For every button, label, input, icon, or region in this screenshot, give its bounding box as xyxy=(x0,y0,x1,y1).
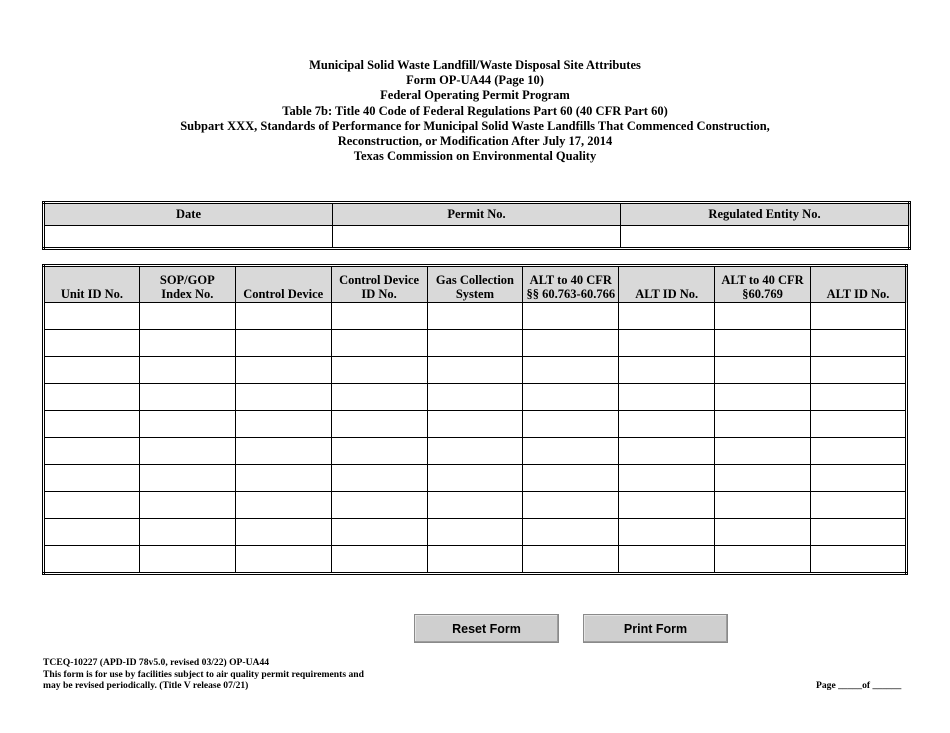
unit-id-no-header xyxy=(44,266,140,303)
sop-gop-index-no-cell[interactable] xyxy=(139,330,235,357)
reset-form-button[interactable]: Reset Form xyxy=(414,614,559,643)
table-row xyxy=(44,330,907,357)
sop-gop-index-no-cell[interactable] xyxy=(139,492,235,519)
unit-id-no-cell[interactable] xyxy=(44,384,140,411)
alt-40cfr-60769-cell[interactable] xyxy=(715,330,811,357)
control-device-id-no-cell[interactable] xyxy=(331,546,427,574)
control-device-cell[interactable] xyxy=(235,411,331,438)
alt-40cfr-60769-cell[interactable] xyxy=(715,519,811,546)
alt-id-no-1-cell[interactable] xyxy=(619,330,715,357)
control-device-cell[interactable] xyxy=(235,519,331,546)
sop-gop-index-no-header xyxy=(139,266,235,303)
gas-collection-system-cell[interactable] xyxy=(427,411,523,438)
control-device-cell[interactable] xyxy=(235,438,331,465)
alt-id-no-1-cell[interactable] xyxy=(619,357,715,384)
alt-40cfr-60769-cell[interactable] xyxy=(715,465,811,492)
alt-id-no-1-cell[interactable] xyxy=(619,519,715,546)
header-info-table xyxy=(42,201,911,250)
permit-no-field[interactable] xyxy=(333,226,621,249)
control-device-cell[interactable] xyxy=(235,330,331,357)
gas-collection-system-cell[interactable] xyxy=(427,546,523,574)
header-text-line: ALT ID No. xyxy=(635,287,699,301)
title-line: Subpart XXX, Standards of Performance for Municipal Solid Waste Landfills That Commenced Construction, xyxy=(180,118,770,133)
control-device-id-no-cell[interactable] xyxy=(331,303,427,330)
alt-id-no-2-cell[interactable] xyxy=(811,384,907,411)
date-header: Date xyxy=(44,203,333,226)
header-text-line: ID No. xyxy=(361,287,397,301)
unit-id-no-cell[interactable] xyxy=(44,519,140,546)
alt-id-no-1-cell[interactable] xyxy=(619,465,715,492)
control-device-cell[interactable] xyxy=(235,492,331,519)
alt-id-no-1-cell[interactable] xyxy=(619,492,715,519)
header-text-line: System xyxy=(455,287,495,301)
header-text-line: Index No. xyxy=(161,287,214,301)
unit-id-no-cell[interactable] xyxy=(44,492,140,519)
footer-line: may be revised periodically. (Title V release 07/21) xyxy=(43,680,249,691)
alt-id-no-1-cell[interactable] xyxy=(619,411,715,438)
control-device-id-no-cell[interactable] xyxy=(331,519,427,546)
sop-gop-index-no-cell[interactable] xyxy=(139,384,235,411)
alt-40cfr-60769-cell[interactable] xyxy=(715,303,811,330)
header-text-line: Control Device xyxy=(339,273,420,287)
alt-id-no-1-cell[interactable] xyxy=(619,303,715,330)
table-row xyxy=(44,438,907,465)
footer-line: This form is for use by facilities subject to air quality permit requirements and xyxy=(43,668,364,680)
control-device-id-no-cell[interactable] xyxy=(331,357,427,384)
sop-gop-index-no-cell[interactable] xyxy=(139,519,235,546)
gas-collection-system-cell[interactable] xyxy=(427,438,523,465)
alt-id-no-2-cell[interactable] xyxy=(811,357,907,384)
unit-id-no-cell[interactable] xyxy=(44,546,140,574)
unit-id-no-cell[interactable] xyxy=(44,357,140,384)
table-header-row xyxy=(44,266,907,303)
title-line: Form OP-UA44 (Page 10) xyxy=(406,73,544,88)
alt-40cfr-60769-header xyxy=(715,266,811,303)
header-text-line: ALT to 40 CFR xyxy=(721,273,804,287)
form-footer xyxy=(43,657,364,692)
alt-40cfr-60763-60766-cell[interactable] xyxy=(523,411,619,438)
page-number: Page _____of ______ xyxy=(816,680,902,691)
table-row xyxy=(44,519,907,546)
control-device-cell[interactable] xyxy=(235,546,331,574)
title-line: Municipal Solid Waste Landfill/Waste Disposal Site Attributes xyxy=(309,58,641,72)
control-device-id-no-header xyxy=(331,266,427,303)
header-text-line: Control Device xyxy=(243,287,324,301)
header-text-line: ALT ID No. xyxy=(826,287,890,301)
header-text-line: Unit ID No. xyxy=(60,287,124,301)
header-text-line: SOP/GOP xyxy=(159,273,215,287)
title-line: Texas Commission on Environmental Quality xyxy=(353,149,597,164)
control-device-id-no-cell[interactable] xyxy=(331,492,427,519)
header-text-line: §§ 60.763-60.766 xyxy=(526,287,616,301)
gas-collection-system-cell[interactable] xyxy=(427,492,523,519)
gas-collection-system-cell[interactable] xyxy=(427,357,523,384)
control-device-header xyxy=(235,266,331,303)
control-device-cell[interactable] xyxy=(235,384,331,411)
print-form-button[interactable]: Print Form xyxy=(583,614,728,643)
alt-id-no-2-cell[interactable] xyxy=(811,330,907,357)
alt-40cfr-60769-cell[interactable] xyxy=(715,357,811,384)
gas-collection-system-header xyxy=(427,266,523,303)
alt-id-no-2-cell[interactable] xyxy=(811,492,907,519)
control-device-cell[interactable] xyxy=(235,465,331,492)
table-row xyxy=(44,303,907,330)
permit-no-header: Permit No. xyxy=(333,203,621,226)
alt-40cfr-60763-60766-header xyxy=(523,266,619,303)
sop-gop-index-no-cell[interactable] xyxy=(139,357,235,384)
sop-gop-index-no-cell[interactable] xyxy=(139,303,235,330)
alt-id-no-2-cell[interactable] xyxy=(811,303,907,330)
header-text-line: Gas Collection xyxy=(435,273,514,287)
control-device-cell[interactable] xyxy=(235,357,331,384)
table-row xyxy=(44,546,907,574)
header-text-line xyxy=(811,273,905,287)
header-text-line xyxy=(236,273,331,287)
table-row xyxy=(44,357,907,384)
alt-id-no-2-cell[interactable] xyxy=(811,438,907,465)
alt-40cfr-60769-cell[interactable] xyxy=(715,384,811,411)
gas-collection-system-cell[interactable] xyxy=(427,303,523,330)
date-field[interactable] xyxy=(44,226,333,249)
unit-id-no-cell[interactable] xyxy=(44,465,140,492)
sop-gop-index-no-cell[interactable] xyxy=(139,546,235,574)
control-device-id-no-cell[interactable] xyxy=(331,465,427,492)
alt-40cfr-60763-60766-cell[interactable] xyxy=(523,492,619,519)
unit-id-no-cell[interactable] xyxy=(44,411,140,438)
alt-40cfr-60769-cell[interactable] xyxy=(715,438,811,465)
title-line: Reconstruction, or Modification After July 17, 2014 xyxy=(337,134,613,149)
alt-id-no-1-header xyxy=(619,266,715,303)
alt-id-no-1-cell[interactable] xyxy=(619,438,715,465)
alt-40cfr-60763-60766-cell[interactable] xyxy=(523,519,619,546)
control-device-id-no-cell[interactable] xyxy=(331,438,427,465)
table-row xyxy=(44,411,907,438)
alt-id-no-1-cell[interactable] xyxy=(619,546,715,574)
control-device-id-no-cell[interactable] xyxy=(331,384,427,411)
header-text-line xyxy=(45,273,139,287)
sop-gop-index-no-cell[interactable] xyxy=(139,438,235,465)
regulated-entity-no-field[interactable] xyxy=(621,226,910,249)
alt-40cfr-60769-cell[interactable] xyxy=(715,492,811,519)
alt-40cfr-60763-60766-cell[interactable] xyxy=(523,465,619,492)
table-row xyxy=(44,384,907,411)
gas-collection-system-cell[interactable] xyxy=(427,330,523,357)
header-text-line xyxy=(619,273,714,287)
alt-40cfr-60763-60766-cell[interactable] xyxy=(523,357,619,384)
alt-id-no-2-cell[interactable] xyxy=(811,519,907,546)
header-text-line: ALT to 40 CFR xyxy=(529,273,612,287)
control-device-id-no-cell[interactable] xyxy=(331,411,427,438)
alt-id-no-2-cell[interactable] xyxy=(811,465,907,492)
unit-attributes-table xyxy=(42,264,908,575)
unit-id-no-cell[interactable] xyxy=(44,438,140,465)
table-row xyxy=(44,492,907,519)
alt-id-no-2-cell[interactable] xyxy=(811,546,907,574)
title-line: Federal Operating Permit Program xyxy=(380,88,570,103)
alt-40cfr-60763-60766-cell[interactable] xyxy=(523,384,619,411)
alt-id-no-1-cell[interactable] xyxy=(619,384,715,411)
gas-collection-system-cell[interactable] xyxy=(427,384,523,411)
alt-40cfr-60763-60766-cell[interactable] xyxy=(523,303,619,330)
unit-id-no-cell[interactable] xyxy=(44,330,140,357)
sop-gop-index-no-cell[interactable] xyxy=(139,465,235,492)
alt-id-no-2-cell[interactable] xyxy=(811,411,907,438)
alt-40cfr-60769-cell[interactable] xyxy=(715,546,811,574)
alt-40cfr-60769-cell[interactable] xyxy=(715,411,811,438)
sop-gop-index-no-cell[interactable] xyxy=(139,411,235,438)
table-row xyxy=(44,465,907,492)
unit-id-no-cell[interactable] xyxy=(44,303,140,330)
alt-40cfr-60763-60766-cell[interactable] xyxy=(523,546,619,574)
form-title-block xyxy=(0,58,950,164)
control-device-cell[interactable] xyxy=(235,303,331,330)
footer-line: TCEQ-10227 (APD-ID 78v5.0, revised 03/22) OP-UA44 xyxy=(43,657,270,668)
header-text-line: §60.769 xyxy=(742,287,783,301)
regulated-entity-no-header: Regulated Entity No. xyxy=(621,203,910,226)
alt-id-no-2-header xyxy=(811,266,907,303)
title-line: Table 7b: Title 40 Code of Federal Regulations Part 60 (40 CFR Part 60) xyxy=(282,103,668,118)
alt-40cfr-60763-60766-cell[interactable] xyxy=(523,330,619,357)
gas-collection-system-cell[interactable] xyxy=(427,519,523,546)
gas-collection-system-cell[interactable] xyxy=(427,465,523,492)
control-device-id-no-cell[interactable] xyxy=(331,330,427,357)
alt-40cfr-60763-60766-cell[interactable] xyxy=(523,438,619,465)
